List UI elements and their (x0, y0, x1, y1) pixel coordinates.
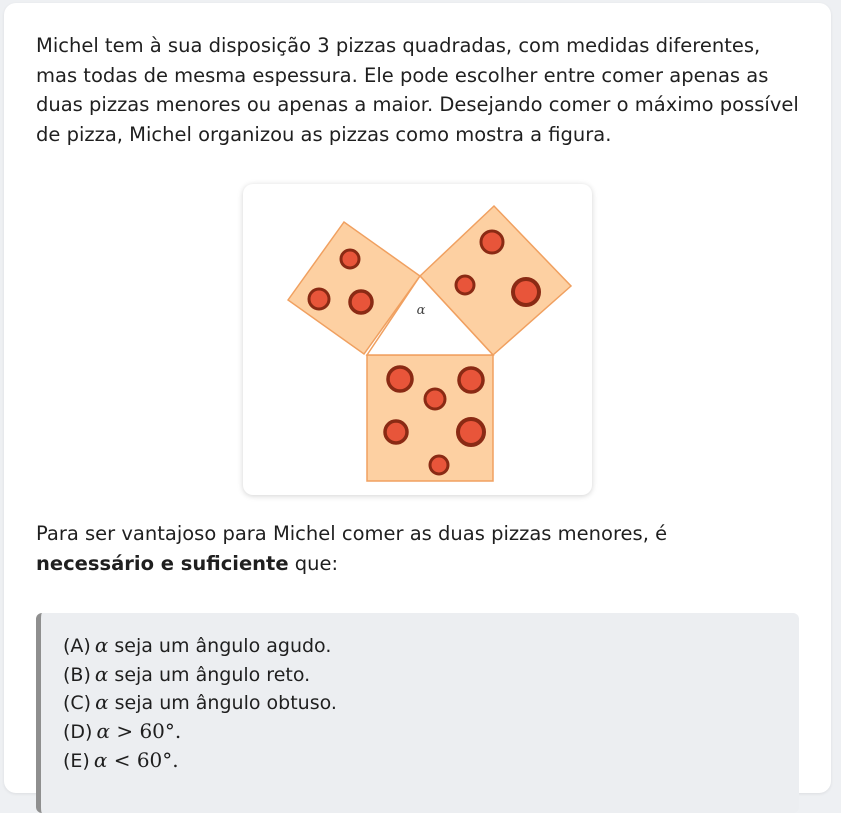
option-symbol: α (94, 633, 109, 657)
question-emphasis: necessário e suficiente (36, 551, 289, 575)
question-prefix: Para ser vantajoso para Michel comer as duas pizzas menores, é (36, 522, 668, 545)
option-letter: (D) (63, 721, 93, 743)
answer-options (36, 613, 799, 813)
option-b[interactable] (63, 660, 310, 689)
option-symbol: α (93, 748, 108, 772)
pepperoni (456, 276, 474, 294)
option-e[interactable] (63, 746, 179, 775)
pizza-figure (243, 184, 592, 495)
option-letter: (A) (63, 635, 91, 657)
option-letter: (C) (63, 692, 92, 714)
question-card (4, 3, 831, 793)
pepperoni (513, 279, 539, 305)
option-text: seja um ângulo reto. (108, 664, 311, 686)
question-stem (36, 519, 806, 578)
pepperoni (385, 421, 407, 443)
option-symbol: α (96, 719, 110, 743)
pepperoni (388, 367, 412, 391)
pepperoni (459, 368, 483, 392)
option-letter: (B) (63, 664, 91, 686)
pepperoni (341, 250, 359, 268)
option-a[interactable] (63, 631, 331, 660)
option-d[interactable] (63, 717, 181, 746)
pepperoni (458, 419, 484, 445)
pepperoni (350, 291, 372, 313)
option-symbol: α (94, 662, 109, 686)
pepperoni (430, 456, 448, 474)
pepperoni (309, 289, 329, 309)
option-symbol: α (95, 690, 109, 714)
pepperoni (481, 231, 503, 253)
question-suffix: que: (288, 551, 339, 575)
option-text: > 60°. (109, 719, 182, 743)
option-text: < 60°. (107, 748, 179, 772)
option-text: seja um ângulo agudo. (108, 635, 332, 657)
option-letter: (E) (63, 750, 90, 772)
problem-statement: Michel tem à sua disposição 3 pizzas quadradas, com medidas diferentes, mas todas de mesma espessura. Ele pode escolher entre comer apenas as duas pizzas menores ou apenas a maior. Desejando comer o máximo possível de pizza, Michel organizou as pizzas como mostra a figura. (36, 34, 799, 146)
option-c[interactable] (63, 688, 337, 717)
angle-label: α (416, 303, 426, 318)
pizza-diagram (243, 184, 592, 495)
pepperoni (425, 389, 445, 409)
option-text: seja um ângulo obtuso. (108, 692, 337, 714)
